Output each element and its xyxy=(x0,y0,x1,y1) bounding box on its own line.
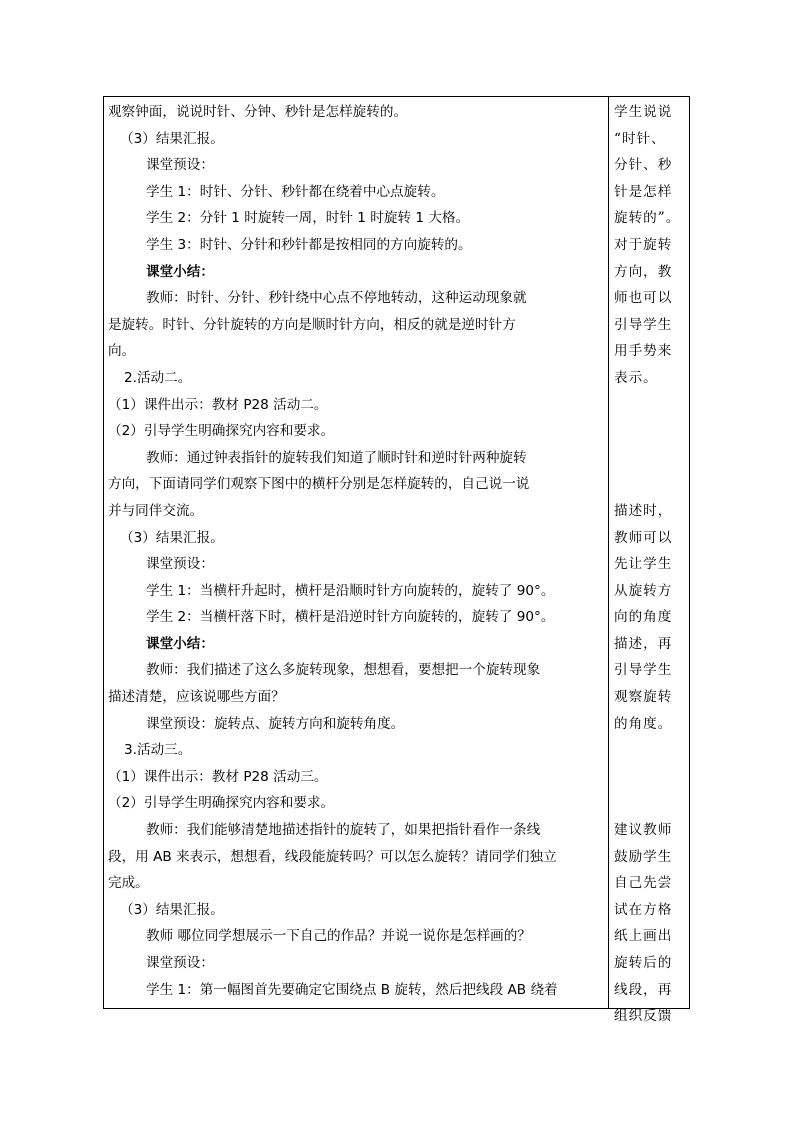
paragraph-line: 描述清楚，应该说哪些方面？ xyxy=(108,689,285,706)
paragraph-line: 课堂预设： xyxy=(146,955,214,971)
note-line: 对于旋转 xyxy=(614,236,673,253)
paragraph-line: 学生 1：第一幅图首先要确定它围绕点 B 旋转，然后把线段 AB 绕着 xyxy=(146,981,558,998)
paragraph-line: 观察钟面，说说时针、分钟、秒针是怎样旋转的。 xyxy=(108,104,408,120)
activity-heading: 2.活动二。 xyxy=(124,369,192,386)
note-line: 纸上画出 xyxy=(614,928,673,945)
summary-heading: 课堂小结： xyxy=(146,263,214,280)
note-line: 建议教师 xyxy=(614,822,673,839)
paragraph-line: 学生 1：当横杆升起时，横杆是沿顺时针方向旋转的，旋转了 90°。 xyxy=(146,582,555,599)
main-column xyxy=(108,99,604,1003)
note-line: 向的角度 xyxy=(614,609,673,626)
note-line: 旋转的”。 xyxy=(614,210,681,227)
paragraph-line: 完成。 xyxy=(108,875,149,892)
note-line: “时针、 xyxy=(614,130,666,147)
note-line: 的角度。 xyxy=(614,715,673,732)
notes-column xyxy=(614,99,686,1030)
paragraph-line: 并与同伴交流。 xyxy=(108,502,204,519)
paragraph-line: 课堂预设： xyxy=(146,157,214,174)
step-heading: （2）引导学生明确探究内容和要求。 xyxy=(108,423,335,440)
column-divider xyxy=(608,97,609,1008)
paragraph-line: 是旋转。时针、分针旋转的方向是顺时针方向，相反的就是逆时针方 xyxy=(108,316,516,333)
note-block-2 xyxy=(614,498,686,737)
paragraph-line: 教师：时针、分针、秒针绕中心点不停地转动，这种运动现象就 xyxy=(146,290,527,307)
step-heading: （3）结果汇报。 xyxy=(120,529,224,546)
note-line: 从旋转方 xyxy=(614,582,673,599)
paragraph-line: 段，用 AB 来表示，想想看，线段能旋转吗？可以怎么旋转？请同学们独立 xyxy=(108,848,557,865)
note-line: 描述时， xyxy=(614,502,673,519)
note-line: 用手势来 xyxy=(614,343,673,360)
note-line: 分针、秒 xyxy=(614,157,673,174)
paragraph-line: 教师 哪位同学想展示一下自己的作品？并说一说你是怎样画的？ xyxy=(146,928,531,945)
note-line: 鼓励学生 xyxy=(614,848,673,865)
note-block-3 xyxy=(614,817,686,1030)
paragraph-line: 方向，下面请同学们观察下图中的横杆分别是怎样旋转的，自己说一说 xyxy=(108,476,530,493)
note-line: 引导学生 xyxy=(614,662,673,679)
lesson-table xyxy=(103,96,690,1025)
note-line: 自己先尝 xyxy=(614,875,673,892)
paragraph-line: 教师：我们描述了这么多旋转现象，想想看，要想把一个旋转现象 xyxy=(146,662,541,679)
note-line: 针是怎样 xyxy=(614,183,673,200)
note-line: 组织反馈 xyxy=(614,1008,673,1025)
note-line: 先让学生 xyxy=(614,556,673,573)
note-line: 引导学生 xyxy=(614,316,673,333)
note-line: 教师可以 xyxy=(614,529,673,546)
paragraph-line: 向。 xyxy=(108,343,136,360)
note-line: 学生说说 xyxy=(614,104,673,120)
note-line: 试在方格 xyxy=(614,901,673,918)
note-block-1 xyxy=(614,99,686,392)
activity-heading: 3.活动三。 xyxy=(124,742,192,759)
note-line: 师也可以 xyxy=(614,290,673,307)
step-heading: （1）课件出示：教材 P28 活动二。 xyxy=(108,396,328,413)
paragraph-line: 学生 1：时针、分针、秒针都在绕着中心点旋转。 xyxy=(146,183,445,200)
paragraph-line: 教师：通过钟表指针的旋转我们知道了顺时针和逆时针两种旋转 xyxy=(146,449,527,466)
step-heading: （2）引导学生明确探究内容和要求。 xyxy=(108,795,335,812)
paragraph-line: 教师：我们能够清楚地描述指针的旋转了，如果把指针看作一条线 xyxy=(146,822,541,839)
paragraph-line: 课堂预设： xyxy=(146,556,214,573)
step-heading: （3）结果汇报。 xyxy=(120,130,224,147)
note-line: 观察旋转 xyxy=(614,689,673,706)
note-line: 旋转后的 xyxy=(614,955,673,971)
summary-heading: 课堂小结： xyxy=(146,635,214,652)
paragraph-line: 学生 2：当横杆落下时，横杆是沿逆时针方向旋转的，旋转了 90°。 xyxy=(146,609,555,626)
note-line: 表示。 xyxy=(614,369,658,386)
paragraph-line: 课堂预设：旋转点、旋转方向和旋转角度。 xyxy=(146,715,405,732)
note-line: 方向，教 xyxy=(614,263,673,280)
step-heading: （1）课件出示：教材 P28 活动三。 xyxy=(108,768,328,785)
step-heading: （3）结果汇报。 xyxy=(120,901,224,918)
paragraph-line: 学生 2：分针 1 时旋转一周，时针 1 时旋转 1 大格。 xyxy=(146,210,470,227)
paragraph-line: 学生 3：时针、分针和秒针都是按相同的方向旋转的。 xyxy=(146,236,472,253)
note-line: 描述，再 xyxy=(614,635,673,652)
note-line: 线段，再 xyxy=(614,981,673,998)
